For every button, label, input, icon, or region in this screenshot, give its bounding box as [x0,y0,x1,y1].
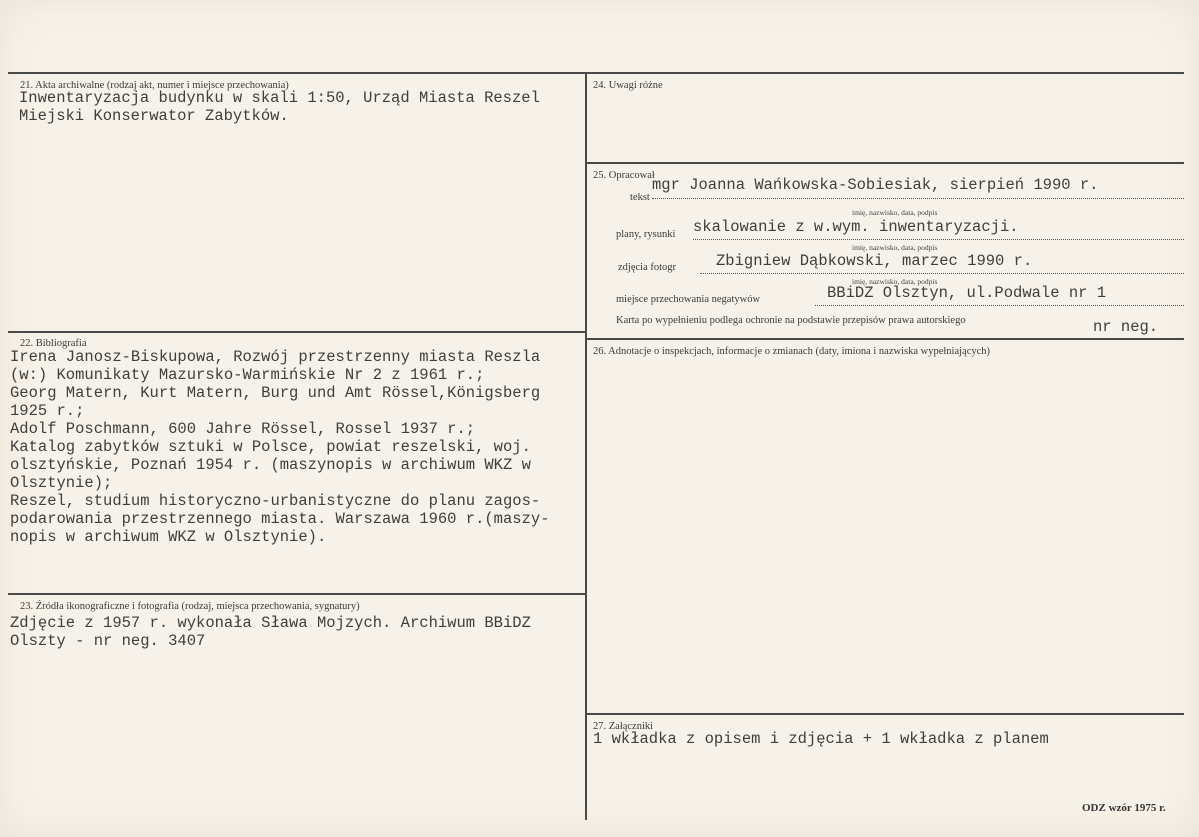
plany-underline [693,239,1184,240]
section-22-line-3: Georg Matern, Kurt Matern, Burg und Amt Rössel,Königsberg [10,384,541,402]
plany-caption: imię, nazwisko, data, podpis [852,243,938,252]
section-22-line-10: podarowania przestrzennego miasta. Warszawa 1960 r.(maszy- [10,510,550,528]
section-21-label: 21. Akta archiwalne (rodzaj akt, numer i miejsce przechowania) [20,80,289,91]
form-code: ODZ wzór 1975 r. [1082,802,1166,814]
section-22-line-7: olsztyńskie, Poznań 1954 r. (maszynopis w archiwum WKZ w [10,456,531,474]
rule-22-23 [8,593,585,595]
section-22-line-11: nopis w archiwum WKZ w Olsztynie). [10,528,327,546]
section-22-line-2: (w:) Komunikaty Mazursko-Warmińskie Nr 2 z 1961 r.; [10,366,485,384]
section-22-label: 22. Bibliografia [20,338,87,349]
plany-label: plany, rysunki [616,229,676,240]
section-22-line-6: Katalog zabytków sztuki w Polsce, powiat reszelski, woj. [10,438,531,456]
tekst-value: mgr Joanna Wańkowska-Sobiesiak, sierpień 1990 r. [652,176,1099,194]
section-22-line-9: Reszel, studium historyczno-urbanistyczne do planu zagos- [10,492,541,510]
section-21-line-1: Inwentaryzacja budynku w skali 1:50, Urząd Miasta Reszel [19,89,540,107]
section-27-label: 27. Załączniki [593,721,654,732]
section-26-label: 26. Adnotacje o inspekcjach, informacje o zmianach (daty, imiona i nazwiska wypełniających) [593,346,991,357]
zdjecia-value: Zbigniew Dąbkowski, marzec 1990 r. [716,252,1033,270]
section-23-line-1: Zdjęcie z 1957 r. wykonała Sława Mojzych. Archiwum BBiDZ [10,614,531,632]
nr-neg: nr neg. [1093,318,1159,336]
miejsce-underline [815,305,1184,306]
miejsce-label: miejsce przechowania negatywów [616,294,761,305]
rule-26-27 [587,713,1184,715]
zdjecia-caption: imię, nazwisko, data, podpis [852,277,938,286]
section-24-label: 24. Uwagi różne [593,80,663,91]
rule-21-22 [8,331,585,333]
section-25-label: 25. Opracował [593,170,655,181]
rule-25-26 [587,338,1184,340]
section-22-line-5: Adolf Poschmann, 600 Jahre Rössel, Rossel 1937 r.; [10,420,476,438]
tekst-caption: imię, nazwisko, data, podpis [852,208,938,217]
zdjecia-underline [700,273,1184,274]
section-22-line-8: Olsztynie); [10,474,113,492]
karta-note: Karta po wypełnieniu podlega ochronie na podstawie przepisów prawa autorskiego [616,315,966,326]
section-21-line-2: Miejski Konserwator Zabytków. [19,107,289,125]
section-27-value: 1 wkładka z opisem i zdjęcia + 1 wkładka z planem [593,730,1049,748]
zdjecia-label: zdjęcia fotogr [618,262,677,273]
miejsce-value: BBiDZ Olsztyn, ul.Podwale nr 1 [827,284,1107,302]
section-23-line-2: Olszty - nr neg. 3407 [10,632,206,650]
section-23-label: 23. Źródła ikonograficzne i fotografia (rodzaj, miejsca przechowania, sygnatury) [20,601,360,612]
tekst-underline [652,198,1184,199]
section-22-line-1: Irena Janosz-Biskupowa, Rozwój przestrzenny miasta Reszla [10,348,541,366]
section-22-line-4: 1925 r.; [10,402,85,420]
tekst-label: tekst [630,192,650,203]
top-rule [8,72,1184,74]
rule-24-25 [587,162,1184,164]
plany-value: skalowanie z w.wym. inwentaryzacji. [693,218,1019,236]
center-divider [585,72,587,820]
